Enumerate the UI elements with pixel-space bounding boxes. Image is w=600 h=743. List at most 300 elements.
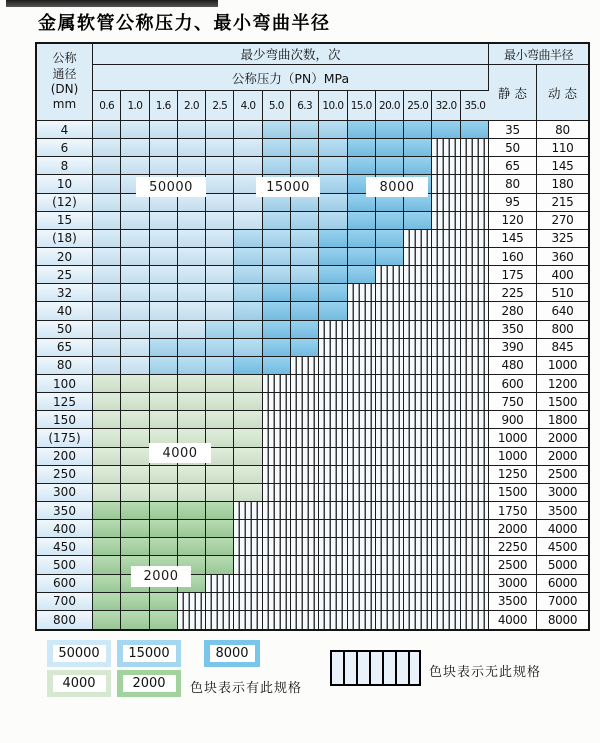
legend-swatch-15000: [117, 640, 181, 667]
spec-cell: [206, 284, 234, 302]
no-spec-cell: [178, 593, 206, 611]
static-radius-cell: 750: [489, 393, 537, 411]
spec-cell: [150, 139, 178, 157]
static-radius-cell: 80: [489, 175, 537, 193]
dynamic-radius-cell: 400: [537, 266, 588, 284]
dn-cell: 125: [37, 393, 93, 411]
no-spec-cell: [404, 611, 432, 629]
no-spec-cell: [432, 556, 460, 574]
no-spec-cell: [461, 212, 489, 230]
no-spec-cell: [376, 538, 404, 556]
spec-cell: [432, 121, 460, 139]
spec-cell: [121, 538, 149, 556]
no-spec-cell: [291, 520, 319, 538]
no-spec-cell: [432, 230, 460, 248]
dn-cell: 6: [37, 139, 93, 157]
spec-cell: [150, 284, 178, 302]
spec-cell: [121, 284, 149, 302]
no-spec-cell: [234, 611, 262, 629]
spec-cell: [93, 266, 121, 284]
spec-cell: [150, 502, 178, 520]
spec-cell: [93, 302, 121, 320]
static-radius-cell: 2000: [489, 520, 537, 538]
no-spec-cell: [461, 448, 489, 466]
static-radius-cell: 145: [489, 230, 537, 248]
static-radius-cell: 120: [489, 212, 537, 230]
no-spec-cell: [432, 157, 460, 175]
spec-cell: [206, 212, 234, 230]
no-spec-cell: [461, 321, 489, 339]
cycle-count-label: 4000: [149, 443, 211, 463]
spec-cell: [234, 411, 262, 429]
no-spec-cell: [432, 448, 460, 466]
dn-cell: 40: [37, 302, 93, 320]
dn-cell: 400: [37, 520, 93, 538]
spec-cell: [150, 393, 178, 411]
no-spec-cell: [461, 575, 489, 593]
spec-cell: [206, 411, 234, 429]
no-spec-cell: [376, 502, 404, 520]
spec-cell: [178, 212, 206, 230]
dynamic-radius-cell: 3000: [537, 484, 588, 502]
spec-cell: [93, 194, 121, 212]
spec-cell: [178, 339, 206, 357]
dynamic-radius-cell: 110: [537, 139, 588, 157]
dynamic-radius-cell: 145: [537, 157, 588, 175]
no-spec-cell: [234, 538, 262, 556]
spec-cell: [234, 375, 262, 393]
no-spec-cell: [432, 520, 460, 538]
spec-cell: [234, 321, 262, 339]
spec-cell: [206, 266, 234, 284]
no-spec-cell: [319, 593, 347, 611]
no-spec-cell: [376, 556, 404, 574]
dn-cell: 300: [37, 484, 93, 502]
no-spec-cell: [376, 393, 404, 411]
dynamic-radius-cell: 6000: [537, 575, 588, 593]
spec-cell: [291, 230, 319, 248]
spec-cell: [263, 321, 291, 339]
dynamic-radius-cell: 510: [537, 284, 588, 302]
spec-cell: [319, 175, 347, 193]
spec-cell: [234, 429, 262, 447]
cycle-count-label: 50000: [136, 177, 206, 197]
spec-cell: [121, 411, 149, 429]
spec-cell: [404, 139, 432, 157]
no-spec-cell: [432, 339, 460, 357]
dn-cell: 8: [37, 157, 93, 175]
no-spec-cell: [291, 429, 319, 447]
min-bend-radius-header: 最小弯曲半径: [489, 44, 588, 65]
dn-header-line: (DN): [50, 82, 79, 96]
no-spec-cell: [432, 284, 460, 302]
no-spec-cell: [291, 611, 319, 629]
spec-cell: [93, 593, 121, 611]
legend-swatch-label: 2000: [123, 675, 176, 692]
spec-cell: [93, 339, 121, 357]
no-spec-cell: [461, 556, 489, 574]
spec-cell: [234, 284, 262, 302]
spec-cell: [121, 157, 149, 175]
no-spec-cell: [348, 593, 376, 611]
spec-cell: [263, 266, 291, 284]
spec-cell: [206, 139, 234, 157]
no-spec-cell: [404, 502, 432, 520]
no-spec-cell: [348, 429, 376, 447]
no-spec-cell: [263, 502, 291, 520]
spec-cell: [263, 302, 291, 320]
no-spec-cell: [432, 175, 460, 193]
spec-cell: [291, 139, 319, 157]
static-radius-cell: 1000: [489, 448, 537, 466]
dynamic-radius-cell: 215: [537, 194, 588, 212]
spec-cell: [178, 139, 206, 157]
spec-cell: [178, 321, 206, 339]
no-spec-cell: [234, 520, 262, 538]
dynamic-radius-cell: 8000: [537, 611, 588, 629]
static-radius-cell: 175: [489, 266, 537, 284]
pressure-tick: 6.3: [291, 91, 319, 121]
page-title: 金属软管公称压力、最小弯曲半径: [38, 13, 331, 34]
no-spec-cell: [319, 556, 347, 574]
spec-cell: [93, 157, 121, 175]
no-spec-cell: [376, 284, 404, 302]
no-spec-cell: [376, 411, 404, 429]
no-spec-cell: [206, 593, 234, 611]
no-spec-cell: [319, 502, 347, 520]
spec-cell: [348, 121, 376, 139]
no-spec-cell: [404, 248, 432, 266]
spec-cell: [206, 520, 234, 538]
spec-cell: [206, 230, 234, 248]
no-spec-cell: [319, 538, 347, 556]
spec-cell: [178, 520, 206, 538]
no-spec-cell: [234, 593, 262, 611]
no-spec-cell: [263, 611, 291, 629]
no-spec-cell: [461, 139, 489, 157]
spec-table: [35, 42, 590, 631]
spec-cell: [319, 266, 347, 284]
spec-cell: [93, 121, 121, 139]
dynamic-radius-cell: 4000: [537, 520, 588, 538]
static-radius-cell: 50: [489, 139, 537, 157]
dynamic-radius-cell: 7000: [537, 593, 588, 611]
spec-cell: [319, 302, 347, 320]
dn-cell: 32: [37, 284, 93, 302]
spec-cell: [178, 266, 206, 284]
spec-cell: [121, 266, 149, 284]
legend-swatch-8000: [204, 640, 260, 667]
pressure-tick: 4.0: [234, 91, 262, 121]
dn-cell: 15: [37, 212, 93, 230]
dn-cell: 10: [37, 175, 93, 193]
spec-cell: [93, 357, 121, 375]
no-spec-cell: [404, 575, 432, 593]
no-spec-cell: [348, 302, 376, 320]
dn-cell: (175): [37, 429, 93, 447]
no-spec-cell: [348, 538, 376, 556]
spec-cell: [206, 248, 234, 266]
spec-cell: [319, 230, 347, 248]
no-spec-cell: [348, 611, 376, 629]
spec-cell: [93, 611, 121, 629]
dn-cell: 700: [37, 593, 93, 611]
pressure-tick: 32.0: [432, 91, 460, 121]
no-spec-cell: [291, 556, 319, 574]
spec-cell: [121, 520, 149, 538]
static-column-header: 静 态: [489, 65, 537, 121]
dn-cell: 200: [37, 448, 93, 466]
spec-cell: [150, 248, 178, 266]
spec-cell: [206, 194, 234, 212]
no-spec-cell: [291, 448, 319, 466]
no-spec-cell: [263, 575, 291, 593]
no-spec-cell: [404, 538, 432, 556]
spec-cell: [348, 230, 376, 248]
static-radius-cell: 350: [489, 321, 537, 339]
spec-cell: [348, 266, 376, 284]
spec-cell: [178, 357, 206, 375]
spec-cell: [376, 139, 404, 157]
no-spec-cell: [432, 266, 460, 284]
no-spec-cell: [404, 466, 432, 484]
static-radius-cell: 2250: [489, 538, 537, 556]
spec-cell: [121, 466, 149, 484]
spec-cell: [291, 212, 319, 230]
spec-cell: [150, 157, 178, 175]
static-radius-cell: 225: [489, 284, 537, 302]
no-spec-cell: [263, 466, 291, 484]
static-radius-cell: 160: [489, 248, 537, 266]
spec-cell: [263, 121, 291, 139]
no-spec-cell: [432, 302, 460, 320]
no-spec-cell: [404, 321, 432, 339]
dn-cell: 350: [37, 502, 93, 520]
spec-cell: [121, 139, 149, 157]
spec-cell: [121, 248, 149, 266]
spec-cell: [234, 248, 262, 266]
no-spec-cell: [234, 575, 262, 593]
dynamic-radius-cell: 270: [537, 212, 588, 230]
dn-cell: (18): [37, 230, 93, 248]
spec-cell: [348, 139, 376, 157]
spec-cell: [291, 248, 319, 266]
no-spec-cell: [432, 248, 460, 266]
dn-cell: 450: [37, 538, 93, 556]
dynamic-radius-cell: 845: [537, 339, 588, 357]
no-spec-cell: [263, 411, 291, 429]
no-spec-cell: [234, 556, 262, 574]
no-spec-cell: [291, 466, 319, 484]
dn-cell: 800: [37, 611, 93, 629]
no-spec-cell: [319, 429, 347, 447]
no-spec-cell: [263, 556, 291, 574]
no-spec-cell: [432, 429, 460, 447]
spec-cell: [178, 230, 206, 248]
spec-cell: [121, 375, 149, 393]
no-spec-cell: [234, 502, 262, 520]
no-spec-cell: [206, 575, 234, 593]
spec-cell: [263, 357, 291, 375]
spec-cell: [93, 575, 121, 593]
spec-cell: [121, 502, 149, 520]
no-spec-cell: [432, 611, 460, 629]
spec-cell: [291, 266, 319, 284]
static-radius-cell: 3000: [489, 575, 537, 593]
spec-cell: [376, 121, 404, 139]
pressure-tick: 15.0: [348, 91, 376, 121]
pressure-tick: 5.0: [263, 91, 291, 121]
dn-header-line: mm: [52, 97, 77, 112]
spec-cell: [121, 357, 149, 375]
spec-cell: [291, 121, 319, 139]
no-spec-cell: [404, 266, 432, 284]
spec-cell: [150, 538, 178, 556]
no-spec-cell: [404, 339, 432, 357]
spec-cell: [150, 466, 178, 484]
no-spec-cell: [376, 593, 404, 611]
dn-cell: 20: [37, 248, 93, 266]
spec-cell: [376, 212, 404, 230]
spec-cell: [234, 139, 262, 157]
dynamic-radius-cell: 1500: [537, 393, 588, 411]
no-spec-cell: [348, 339, 376, 357]
no-spec-cell: [376, 357, 404, 375]
no-spec-cell: [291, 538, 319, 556]
dn-cell: 100: [37, 375, 93, 393]
static-radius-cell: 600: [489, 375, 537, 393]
spec-cell: [150, 484, 178, 502]
spec-cell: [178, 466, 206, 484]
spec-cell: [461, 121, 489, 139]
spec-cell: [93, 538, 121, 556]
no-spec-cell: [461, 393, 489, 411]
legend-swatch-50000: [47, 640, 111, 667]
dynamic-radius-cell: 180: [537, 175, 588, 193]
dynamic-radius-cell: 2000: [537, 448, 588, 466]
spec-cell: [263, 339, 291, 357]
dynamic-radius-cell: 4500: [537, 538, 588, 556]
no-spec-cell: [291, 502, 319, 520]
dynamic-radius-cell: 80: [537, 121, 588, 139]
static-radius-cell: 4000: [489, 611, 537, 629]
no-spec-cell: [319, 466, 347, 484]
no-spec-cell: [348, 284, 376, 302]
pressure-tick: 10.0: [319, 91, 347, 121]
static-radius-cell: 2500: [489, 556, 537, 574]
no-spec-cell: [404, 520, 432, 538]
dynamic-radius-cell: 1800: [537, 411, 588, 429]
spec-cell: [291, 321, 319, 339]
scan-artifact-bar: [6, 0, 218, 7]
no-spec-cell: [348, 448, 376, 466]
no-spec-cell: [291, 593, 319, 611]
spec-cell: [206, 121, 234, 139]
spec-cell: [404, 157, 432, 175]
spec-cell: [319, 284, 347, 302]
spec-cell: [178, 484, 206, 502]
no-spec-cell: [461, 302, 489, 320]
no-spec-cell: [291, 575, 319, 593]
legend-swatch-label: 15000: [123, 645, 176, 662]
spec-cell: [319, 248, 347, 266]
spec-cell: [93, 375, 121, 393]
spec-cell: [206, 538, 234, 556]
no-spec-cell: [319, 357, 347, 375]
spec-cell: [263, 284, 291, 302]
no-spec-cell: [348, 466, 376, 484]
spec-cell: [121, 593, 149, 611]
spec-cell: [291, 339, 319, 357]
dynamic-radius-cell: 5000: [537, 556, 588, 574]
spec-cell: [319, 139, 347, 157]
spec-cell: [206, 175, 234, 193]
static-radius-cell: 35: [489, 121, 537, 139]
spec-cell: [93, 520, 121, 538]
dn-cell: 150: [37, 411, 93, 429]
dynamic-radius-cell: 3500: [537, 502, 588, 520]
no-spec-cell: [404, 230, 432, 248]
cycle-count-label: 8000: [366, 177, 428, 197]
dn-cell: 80: [37, 357, 93, 375]
no-spec-cell: [404, 357, 432, 375]
spec-cell: [121, 230, 149, 248]
legend-no-spec-swatch: [330, 650, 421, 686]
no-spec-cell: [263, 448, 291, 466]
spec-cell: [93, 556, 121, 574]
legend-swatch-2000: [117, 670, 181, 697]
spec-cell: [206, 157, 234, 175]
dynamic-column-header: 动 态: [537, 65, 588, 121]
pressure-tick: 1.6: [150, 91, 178, 121]
no-spec-cell: [291, 484, 319, 502]
spec-cell: [150, 520, 178, 538]
spec-cell: [121, 302, 149, 320]
no-spec-cell: [263, 520, 291, 538]
cycle-count-label: 2000: [131, 566, 191, 587]
no-spec-cell: [263, 393, 291, 411]
spec-cell: [150, 266, 178, 284]
no-spec-cell: [404, 556, 432, 574]
spec-cell: [376, 248, 404, 266]
spec-cell: [150, 212, 178, 230]
static-radius-cell: 480: [489, 357, 537, 375]
nominal-pressure-header: 公称压力（PN）MPa: [93, 65, 489, 91]
dn-cell: 250: [37, 466, 93, 484]
static-radius-cell: 280: [489, 302, 537, 320]
no-spec-cell: [432, 212, 460, 230]
spec-cell: [150, 593, 178, 611]
no-spec-cell: [432, 575, 460, 593]
spec-cell: [178, 248, 206, 266]
spec-cell: [93, 248, 121, 266]
spec-cell: [404, 212, 432, 230]
dn-cell: (12): [37, 194, 93, 212]
spec-cell: [206, 375, 234, 393]
spec-cell: [150, 230, 178, 248]
spec-cell: [93, 212, 121, 230]
static-radius-cell: 3500: [489, 593, 537, 611]
dn-cell: 4: [37, 121, 93, 139]
no-spec-cell: [432, 484, 460, 502]
spec-cell: [178, 375, 206, 393]
dynamic-radius-cell: 1200: [537, 375, 588, 393]
no-spec-cell: [348, 357, 376, 375]
no-spec-cell: [461, 357, 489, 375]
spec-cell: [263, 230, 291, 248]
spec-cell: [93, 466, 121, 484]
no-spec-cell: [263, 375, 291, 393]
